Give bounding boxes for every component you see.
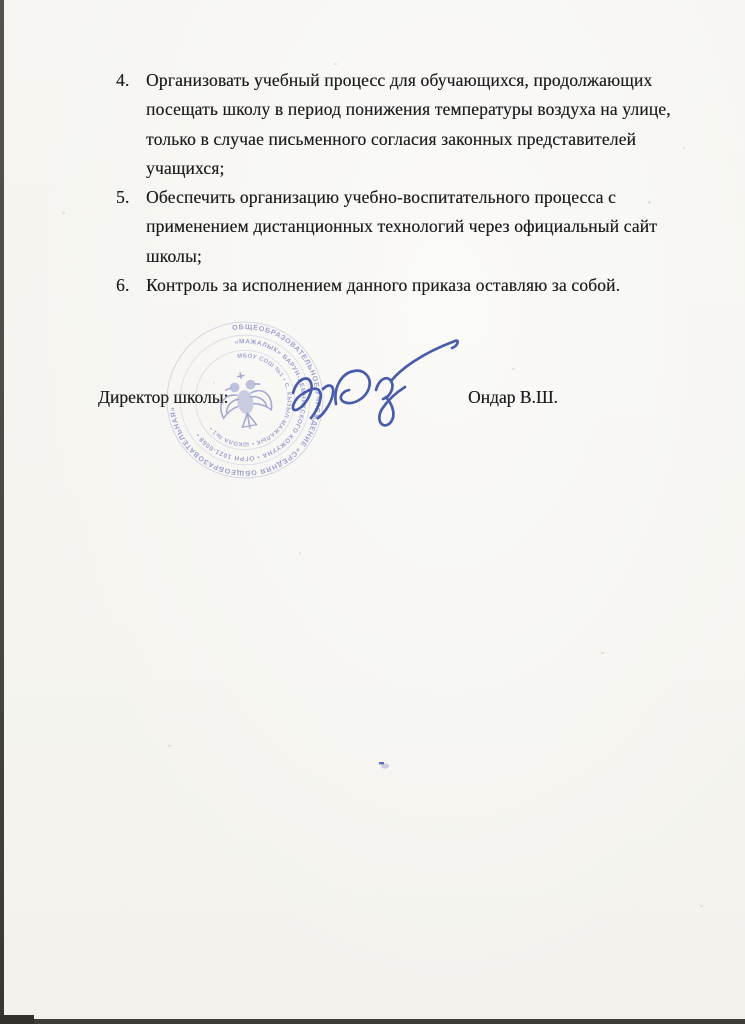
text-line: школы; — [146, 245, 202, 266]
list-item-4 — [116, 66, 671, 183]
text-line: Обеспечить организацию учебно-воспитательного процесса с — [146, 187, 616, 208]
scan-speck — [700, 905, 703, 907]
list-item-text — [146, 271, 668, 300]
list-number: 6. — [116, 275, 130, 296]
text-line: только в случае письменного согласия законных представителей — [146, 128, 637, 149]
list-number: 4. — [116, 70, 130, 90]
scan-speck — [601, 652, 604, 654]
ink-speck — [378, 760, 390, 770]
double-headed-eagle-icon — [215, 369, 275, 433]
text-line: Организовать учебный процесс для обучающихся, продолжающих — [146, 70, 653, 90]
signer-name: Ондар В.Ш. — [468, 387, 558, 407]
list-item-6 — [116, 271, 668, 300]
text-line: посещать школу в период понижения температуры воздуха на улице, — [146, 99, 671, 120]
scan-speck — [512, 368, 515, 370]
scan-speck — [62, 212, 65, 214]
scan-speck — [168, 745, 171, 747]
scan-speck — [648, 201, 651, 204]
scan-corner-shadow — [0, 1015, 34, 1024]
scan-left-edge — [0, 0, 4, 1024]
list-item-text — [146, 66, 671, 183]
director-role-label: Директор школы: — [98, 387, 229, 407]
list-item-text — [146, 183, 668, 271]
order-list — [116, 66, 671, 300]
list-item-5 — [116, 183, 668, 271]
text-line: учащихся; — [146, 157, 225, 178]
text-line: Контроль за исполнением данного приказа оставляю за собой. — [146, 275, 621, 296]
list-number: 5. — [116, 187, 130, 208]
stamp-ring-outer-text: ОБЩЕОБРАЗОВАТЕЛЬНОЕ УЧРЕЖДЕНИЕ «СРЕДНЯЯ ОБЩЕОБРАЗОВАТЕЛЬНАЯ» — [168, 323, 322, 477]
text-line: применением дистанционных технологий через официальный сайт — [146, 216, 657, 237]
scan-bottom-edge — [0, 1019, 745, 1024]
scan-speck — [299, 552, 301, 554]
stamp-ring-middle-text: «МАЖАЛЫК» БАРУН-ХЕМЧИКСКОГО КОЖУУНА • ОГРН 1021-0068 • — [194, 338, 307, 462]
scan-speck — [213, 382, 215, 384]
handwritten-signature — [283, 331, 465, 439]
scan-speck — [683, 147, 685, 149]
scan-speck — [334, 63, 337, 65]
stamp-ring-inner-text: МБОУ СОШ №1 • С. КЫЗЫЛ-МАЖАЛЫК • ШКОЛА №1 • — [208, 353, 292, 447]
